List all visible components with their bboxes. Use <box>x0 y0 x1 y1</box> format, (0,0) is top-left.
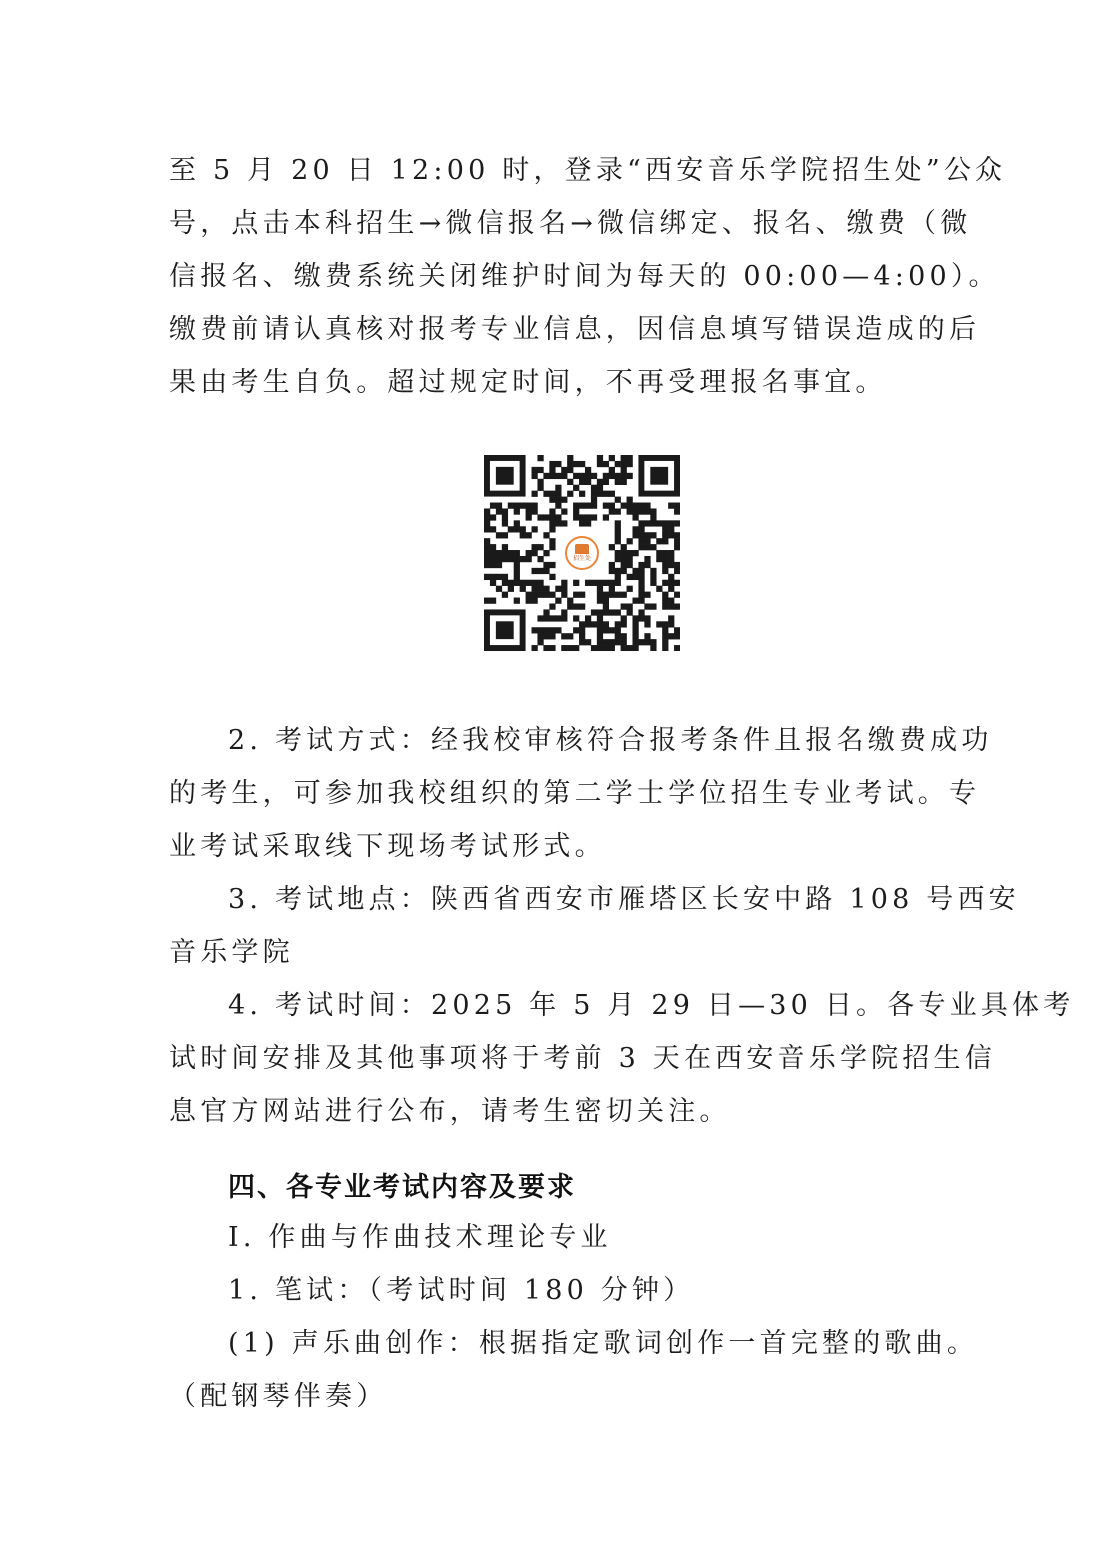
paragraph-line: 3. 考试地点：陕西省西安市雁塔区长安中路 108 号西安 <box>228 884 1020 915</box>
paragraph-line: 果由考生自负。超过规定时间，不再受理报名事宜。 <box>169 367 887 398</box>
list-item-continuation: （配钢琴伴奏） <box>169 1381 388 1412</box>
paragraph-line: 2. 考试方式：经我校审核符合报考条件且报名缴费成功 <box>228 725 993 756</box>
paragraph-line: 业考试采取线下现场考试形式。 <box>169 831 606 862</box>
qr-logo-text: 招生处 <box>572 555 591 562</box>
paragraph-line: 号，点击本科招生→微信报名→微信绑定、报名、缴费（微 <box>169 208 972 239</box>
paragraph-line: 试时间安排及其他事项将于考前 3 天在西安音乐学院招生信 <box>169 1043 996 1074</box>
paragraph-line: 信报名、缴费系统关闭维护时间为每天的 00:00—4:00）。 <box>169 261 1000 292</box>
section-subheading: Ⅰ. 作曲与作曲技术理论专业 <box>228 1222 612 1253</box>
qr-logo <box>561 532 603 574</box>
paragraph-line: 的考生，可参加我校组织的第二学士学位招生专业考试。专 <box>169 778 981 809</box>
paragraph-line: 缴费前请认真核对报考专业信息，因信息填写错误造成的后 <box>169 314 981 345</box>
admissions-logo-icon <box>565 536 599 570</box>
list-item: 1. 笔试：（考试时间 180 分钟） <box>228 1275 695 1306</box>
section-heading: 四、各专业考试内容及要求 <box>228 1172 576 1203</box>
paragraph-line: 至 5 月 20 日 12:00 时，登录“西安音乐学院招生处”公众 <box>169 155 1007 186</box>
paragraph-line: 4. 考试时间：2025 年 5 月 29 日—30 日。各专业具体考 <box>228 990 1075 1021</box>
list-item: (1) 声乐曲创作：根据指定歌词创作一首完整的歌曲。 <box>228 1328 979 1359</box>
paragraph-line: 息官方网站进行公布，请考生密切关注。 <box>169 1096 731 1127</box>
wechat-qr-code <box>484 455 680 651</box>
paragraph-line: 音乐学院 <box>169 937 294 968</box>
